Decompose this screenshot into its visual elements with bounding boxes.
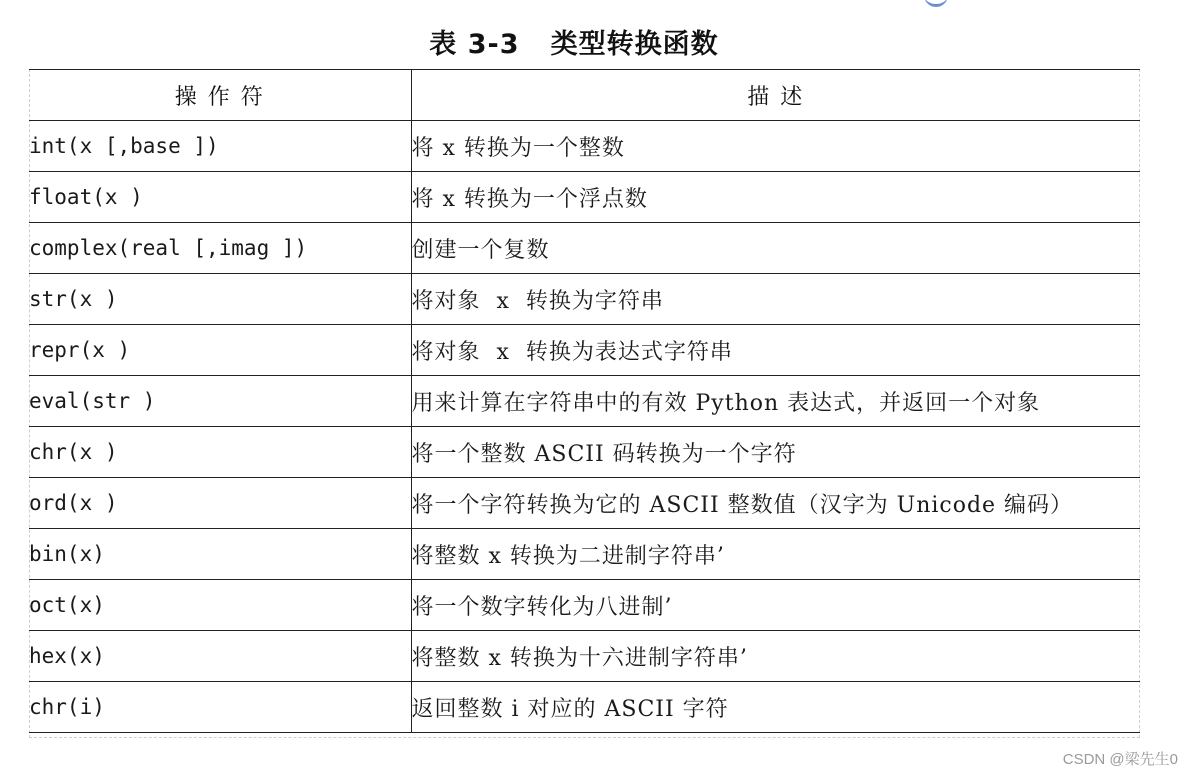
operator-cell: eval(str ) (29, 376, 411, 427)
operator-cell: repr(x ) (29, 325, 411, 376)
table-header-row (29, 70, 1140, 121)
table-row (29, 274, 1140, 325)
operator-cell: oct(x) (29, 580, 411, 631)
description-cell: 将对象 x 转换为表达式字符串 (411, 325, 1140, 376)
table-row (29, 325, 1140, 376)
operator-cell: int(x [,base ]) (29, 121, 411, 172)
operator-cell: complex(real [,imag ]) (29, 223, 411, 274)
table-title: 表 3-3 类型转换函数 (429, 29, 719, 60)
description-cell: 将整数 x 转换为十六进制字符串’ (411, 631, 1140, 682)
table-row (29, 529, 1140, 580)
table-row (29, 427, 1140, 478)
table-row (29, 223, 1140, 274)
table-row (29, 631, 1140, 682)
table-row (29, 580, 1140, 631)
table-row (29, 682, 1140, 733)
csdn-watermark: CSDN @梁先生0 (1062, 751, 1178, 768)
description-cell: 用来计算在字符串中的有效 Python 表达式，并返回一个对象 (411, 376, 1140, 427)
description-cell: 创建一个复数 (411, 223, 1140, 274)
description-cell: 返回整数 i 对应的 ASCII 字符 (411, 682, 1140, 733)
description-cell: 将 x 转换为一个整数 (411, 121, 1140, 172)
operator-cell: bin(x) (29, 529, 411, 580)
conversion-functions-table (29, 69, 1140, 733)
table-row (29, 121, 1140, 172)
operator-cell: chr(x ) (29, 427, 411, 478)
operator-cell: hex(x) (29, 631, 411, 682)
description-cell: 将整数 x 转换为二进制字符串’ (411, 529, 1140, 580)
description-cell: 将一个字符转换为它的 ASCII 整数值（汉字为 Unicode 编码） (411, 478, 1140, 529)
operator-cell: float(x ) (29, 172, 411, 223)
description-cell: 将 x 转换为一个浮点数 (411, 172, 1140, 223)
decorative-arc (924, 0, 948, 7)
description-cell: 将一个整数 ASCII 码转换为一个字符 (411, 427, 1140, 478)
description-cell: 将对象 x 转换为字符串 (411, 274, 1140, 325)
header-description: 描 述 (411, 70, 1140, 121)
operator-cell: ord(x ) (29, 478, 411, 529)
table-row (29, 478, 1140, 529)
header-operator: 操 作 符 (29, 70, 411, 121)
table-row (29, 172, 1140, 223)
description-cell: 将一个数字转化为八进制’ (411, 580, 1140, 631)
operator-cell: str(x ) (29, 274, 411, 325)
operator-cell: chr(i) (29, 682, 411, 733)
table-row (29, 376, 1140, 427)
